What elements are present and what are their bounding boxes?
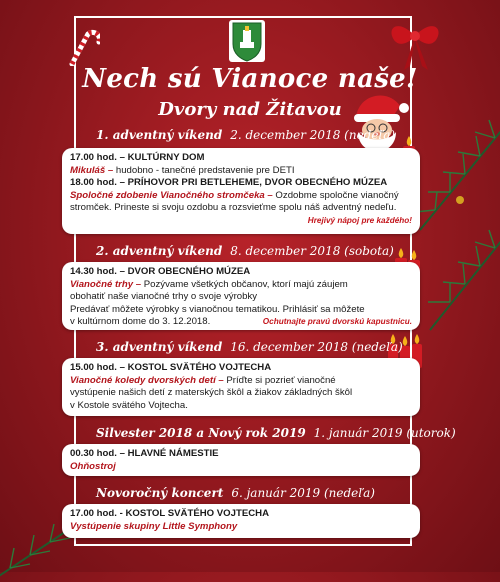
- event-lead: Vystúpenie skupiny Little Symphony: [70, 520, 238, 532]
- event-note: Hrejivý nápoj pre každého!: [307, 215, 412, 225]
- section-name: 1. adventný víkend: [96, 128, 223, 142]
- event-time-place: 00.30 hod. – HLAVNÉ NÁMESTIE: [70, 448, 219, 459]
- event-text: hudobno - tanečné predstavenie pre DETI: [113, 164, 295, 176]
- section-date: 1. január 2019 (utorok): [313, 426, 456, 440]
- section-heading: [96, 426, 456, 440]
- section-date: 8. december 2018 (sobota): [230, 244, 394, 258]
- section-date: 16. december 2018 (nedeľa): [230, 340, 403, 354]
- event-card: [62, 444, 420, 476]
- event-card: [62, 504, 420, 538]
- section-heading: [96, 340, 426, 354]
- event-text: v Kostole svätého Vojtecha.: [70, 399, 188, 411]
- section-heading: [96, 486, 426, 500]
- event-card: [62, 262, 420, 330]
- section-date: 2. december 2018 (nedeľa): [230, 128, 396, 142]
- event-time-place: 14.30 hod. – DVOR OBECNÉHO MÚZEA: [70, 266, 251, 277]
- section-heading: [96, 128, 426, 142]
- section-name: 2. adventný víkend: [96, 244, 223, 258]
- event-lead: Mikuláš –: [70, 164, 114, 176]
- event-note: Ochutnajte pravú dvorskú kapustnicu.: [262, 317, 412, 327]
- section-heading: [96, 244, 426, 258]
- event-text: Príďte si pozrieť vianočné: [223, 374, 336, 386]
- event-text: obohatiť naše vianočné trhy o svoje výrobky: [70, 291, 258, 303]
- event-text: Ozdobme spoločne vianočný: [272, 189, 399, 201]
- event-time-place: 18.00 hod. – PRÍHOVOR PRI BETLEHEME, DVOR OBECNÉHO MÚZEA: [70, 177, 388, 189]
- event-text: v kultúrnom dome do 3. 12.2018.: [70, 316, 211, 328]
- village-crest-icon: [229, 20, 265, 62]
- section-name: Silvester 2018 a Nový rok 2019: [96, 426, 306, 440]
- event-text: stromček. Prineste si svoju ozdobu a rozsvieťme spolu náš adventný nedeľu.: [70, 202, 397, 214]
- page-title: Nech sú Vianoce naše!: [82, 64, 418, 94]
- event-text: Pozývame všetkých občanov, ktorí majú záujem: [141, 278, 348, 290]
- section-name: 3. adventný víkend: [96, 340, 223, 354]
- event-text: Predávať môžete výrobky s vianočnou tematikou. Prihlásiť sa môžete: [70, 303, 365, 315]
- event-time-place: 15.00 hod. – KOSTOL SVÄTÉHO VOJTECHA: [70, 362, 272, 373]
- section-name: Novoročný koncert: [96, 486, 224, 500]
- event-lead: Vianočné trhy –: [70, 278, 142, 290]
- candy-cane-icon: [66, 22, 100, 66]
- event-lead: Ohňostroj: [70, 460, 116, 472]
- event-card: [62, 148, 420, 234]
- event-lead: Vianočné koledy dvorských detí –: [70, 374, 224, 386]
- section-date: 6. január 2019 (nedeľa): [231, 486, 375, 500]
- event-lead: Spoločné zdobenie Vianočného stromčeka –: [70, 189, 273, 201]
- page-subtitle: Dvory nad Žitavou: [158, 99, 342, 120]
- event-time-place: 17.00 hod. – KULTÚRNY DOM: [70, 152, 205, 163]
- event-text: vystúpenie našich detí z materských škôl a žiakov základných škôl: [70, 387, 353, 399]
- event-time-place: 17.00 hod. - KOSTOL SVÄTÉHO VOJTECHA: [70, 508, 270, 519]
- event-card: [62, 358, 420, 416]
